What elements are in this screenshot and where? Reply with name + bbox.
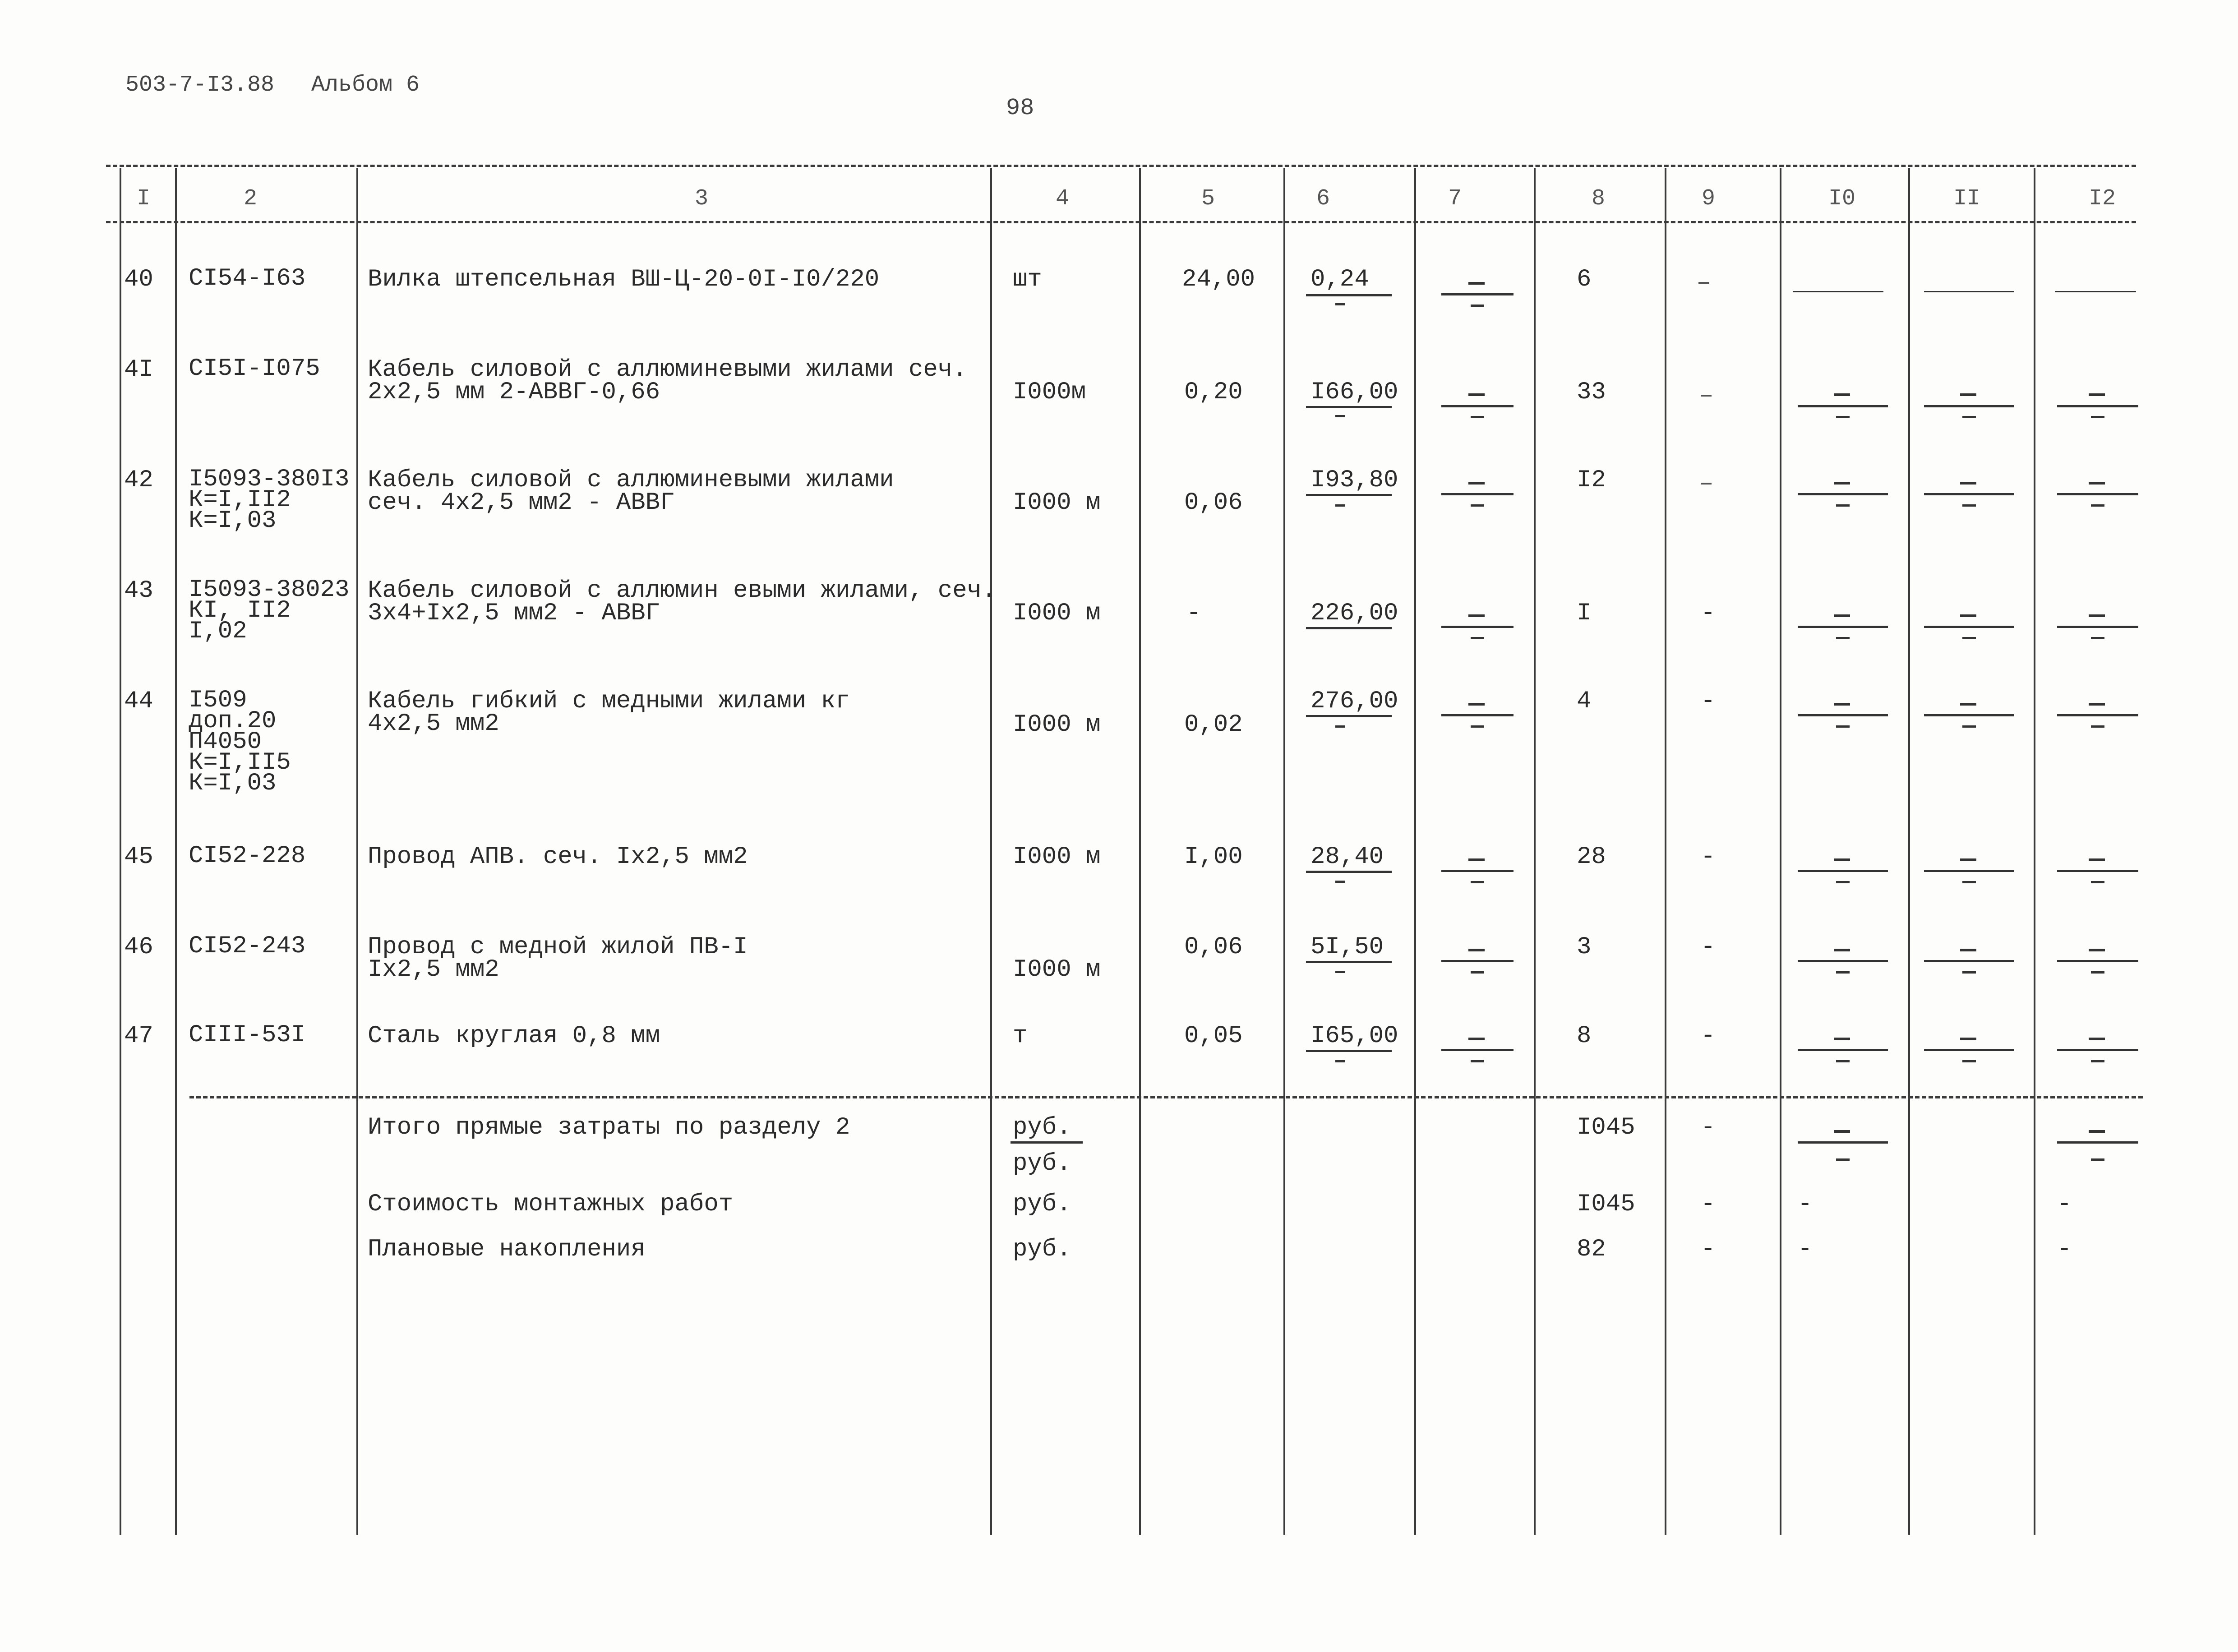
item-name: Кабель силовой с аллюмин евыми жилами, сеч. 3х4+Iх2,5 мм2 - АВВГ xyxy=(368,577,997,627)
dash-mark xyxy=(1468,393,1485,396)
fraction-bar xyxy=(1924,493,2014,495)
dash-mark xyxy=(1468,1038,1485,1040)
fraction-bar xyxy=(2057,714,2138,716)
unit-price: I66,00 xyxy=(1310,378,1398,406)
total-cost: 28 xyxy=(1577,843,1606,871)
col-header-1: I xyxy=(136,186,150,212)
col-header-4: 4 xyxy=(1055,186,1069,212)
dash-mark xyxy=(1468,614,1485,617)
summary-col9: - xyxy=(1701,1236,1716,1263)
col9-value: - xyxy=(1701,1022,1716,1050)
quantity: 0,06 xyxy=(1184,933,1243,961)
total-cost: I2 xyxy=(1577,466,1606,494)
dash-mark xyxy=(1962,416,1976,418)
fraction-bar xyxy=(1441,493,1514,495)
col-line-9 xyxy=(1665,168,1666,1535)
fraction-bar xyxy=(1798,714,1888,716)
fraction-bar xyxy=(1798,1141,1888,1144)
dash-mark xyxy=(1836,504,1850,507)
col-header-2: 2 xyxy=(243,186,257,212)
dash-mark xyxy=(1335,881,1345,883)
col9-value: - xyxy=(1701,933,1716,961)
dash-mark xyxy=(1962,971,1976,974)
dash-mark xyxy=(2089,393,2105,396)
item-name: Кабель гибкий с медными жилами кг 4х2,5 мм2 xyxy=(368,688,850,738)
col9-value: - xyxy=(1701,843,1716,871)
dash-mark xyxy=(1834,614,1850,617)
fraction-bar xyxy=(2057,493,2138,495)
item-name: Сталь круглая 0,8 мм xyxy=(368,1022,660,1050)
unit-price: I65,00 xyxy=(1310,1022,1398,1050)
totals-divider-rule xyxy=(189,1096,2143,1098)
dash-mark xyxy=(1471,416,1484,418)
dash-mark xyxy=(1834,393,1850,396)
price-underline xyxy=(1306,627,1392,629)
dash-mark xyxy=(1834,1130,1850,1133)
dash-mark xyxy=(1836,1158,1850,1161)
unit: I000 м xyxy=(1013,600,1101,627)
col9-value: - xyxy=(1701,600,1716,627)
summary-unit-2: руб. xyxy=(1013,1150,1071,1177)
col-line-7 xyxy=(1414,168,1416,1535)
summary-total: I045 xyxy=(1577,1191,1635,1218)
dash-mark xyxy=(1335,971,1345,973)
dash-mark xyxy=(2089,1130,2105,1133)
fraction-bar xyxy=(2057,405,2138,407)
dash-mark xyxy=(2091,1060,2104,1062)
dash-mark xyxy=(1793,291,1883,292)
dash-mark xyxy=(2089,614,2105,617)
row-number: 4I xyxy=(124,356,153,383)
dash-mark xyxy=(2091,637,2104,639)
col-header-3: 3 xyxy=(694,186,708,212)
dash-mark xyxy=(2089,1038,2105,1040)
fraction-bar xyxy=(1924,626,2014,628)
fraction-bar xyxy=(1441,1049,1514,1051)
quantity: 0,20 xyxy=(1184,378,1243,406)
fraction-bar xyxy=(1798,870,1888,872)
document-code: 503-7-I3.88 xyxy=(125,72,275,98)
dash-mark xyxy=(2091,416,2104,418)
col9-value xyxy=(1701,483,1712,485)
dash-mark xyxy=(1335,303,1345,305)
row-number: 47 xyxy=(124,1022,153,1050)
item-name: Кабель силовой с аллюминевыми жилами сеч. 4х2,5 мм2 - АВВГ xyxy=(368,466,894,517)
item-name: Провод АПВ. сеч. Iх2,5 мм2 xyxy=(368,843,748,871)
dash-mark xyxy=(2091,971,2104,974)
summary-unit: руб. xyxy=(1013,1236,1071,1263)
dash-mark xyxy=(1960,703,1976,706)
col-line-2 xyxy=(175,168,177,1535)
fraction-bar xyxy=(1924,1049,2014,1051)
dash-mark xyxy=(1834,482,1850,485)
dash-mark xyxy=(1468,703,1485,706)
summary-col9: - xyxy=(1701,1191,1716,1218)
fraction-bar xyxy=(2057,1141,2138,1144)
row-number: 46 xyxy=(124,933,153,961)
unit-price: 0,24 xyxy=(1310,266,1369,293)
col9-value xyxy=(1698,282,1709,284)
price-underline xyxy=(1306,406,1392,408)
dash-mark xyxy=(1960,949,1976,951)
rate-code: CI54-I63 xyxy=(189,265,306,292)
dash-mark xyxy=(1471,305,1484,307)
dash-mark xyxy=(2055,291,2136,292)
dash-mark xyxy=(1468,282,1485,285)
summary-col12: - xyxy=(2057,1191,2072,1218)
total-cost: I xyxy=(1577,600,1592,627)
dash-mark xyxy=(1962,725,1976,728)
page-number: 98 xyxy=(1006,95,1034,121)
total-cost: 33 xyxy=(1577,378,1606,406)
col-line-8 xyxy=(1534,168,1536,1535)
table-top-rule xyxy=(106,165,2136,167)
summary-total: I045 xyxy=(1577,1114,1635,1141)
quantity: 24,00 xyxy=(1182,266,1255,293)
dash-mark xyxy=(1335,725,1345,728)
fraction-bar xyxy=(2057,1049,2138,1051)
row-number: 40 xyxy=(124,266,153,293)
album-label: Альбом 6 xyxy=(311,72,420,98)
dash-mark xyxy=(1471,971,1484,974)
row-number: 44 xyxy=(124,688,153,715)
dash-mark xyxy=(2089,482,2105,485)
fraction-bar xyxy=(1924,714,2014,716)
dash-mark xyxy=(1335,415,1345,417)
row-number: 42 xyxy=(124,466,153,494)
price-underline xyxy=(1306,294,1392,296)
col-line-6 xyxy=(1283,168,1285,1535)
dash-mark xyxy=(1468,858,1485,861)
dash-mark xyxy=(1836,971,1850,974)
fraction-bar xyxy=(1798,1049,1888,1051)
item-name: Вилка штепсельная ВШ-Ц-20-0I-I0/220 xyxy=(368,266,880,293)
unit: I000м xyxy=(1013,378,1086,406)
dash-mark xyxy=(1924,291,2014,292)
col-header-9: 9 xyxy=(1701,186,1715,212)
fraction-bar xyxy=(1924,960,2014,962)
rate-code: I5093-38023 КI, II2 I,02 xyxy=(189,576,350,645)
quantity: - xyxy=(1186,600,1201,627)
rate-code: I5093-380I3 К=I,II2 К=I,03 xyxy=(189,466,350,535)
price-underline xyxy=(1306,871,1392,873)
dash-mark xyxy=(2089,949,2105,951)
price-underline xyxy=(1306,494,1392,496)
rate-code: CI5I-I075 xyxy=(189,355,320,383)
col-header-11: II xyxy=(1953,186,1980,212)
fraction-bar xyxy=(2057,626,2138,628)
quantity: I,00 xyxy=(1184,843,1243,871)
unit-price: 226,00 xyxy=(1310,600,1398,627)
dash-mark xyxy=(1960,614,1976,617)
dash-mark xyxy=(1471,504,1484,507)
rate-code: CIII-53I xyxy=(189,1021,306,1049)
fraction-bar xyxy=(1798,493,1888,495)
dash-mark xyxy=(2089,858,2105,861)
price-underline xyxy=(1306,961,1392,963)
summary-label: Стоимость монтажных работ xyxy=(368,1191,734,1218)
fraction-bar xyxy=(1441,870,1514,872)
price-underline xyxy=(1306,1050,1392,1052)
summary-col12: - xyxy=(2057,1236,2072,1263)
dash-mark xyxy=(1468,949,1485,951)
dash-mark xyxy=(1962,881,1976,883)
dash-mark xyxy=(1834,949,1850,951)
col-header-6: 6 xyxy=(1316,186,1330,212)
fraction-bar xyxy=(1798,405,1888,407)
unit: т xyxy=(1013,1022,1028,1050)
unit: I000 м xyxy=(1013,489,1101,517)
fraction-bar xyxy=(1441,405,1514,407)
unit: I000 м xyxy=(1013,843,1101,871)
dash-mark xyxy=(2091,725,2104,728)
quantity: 0,06 xyxy=(1184,489,1243,517)
dash-mark xyxy=(1468,482,1485,485)
fraction-bar xyxy=(1924,405,2014,407)
total-cost: 3 xyxy=(1577,933,1592,961)
dash-mark xyxy=(1471,881,1484,883)
dash-mark xyxy=(1834,1038,1850,1040)
unit: I000 м xyxy=(1013,956,1101,983)
dash-mark xyxy=(1335,1060,1345,1062)
quantity: 0,02 xyxy=(1184,711,1243,738)
dash-mark xyxy=(1836,725,1850,728)
col9-value xyxy=(1701,395,1712,397)
dash-mark xyxy=(1834,703,1850,706)
dash-mark xyxy=(1960,858,1976,861)
summary-col10: - xyxy=(1798,1191,1813,1218)
unit-price: 28,40 xyxy=(1310,843,1384,871)
col9-value: - xyxy=(1701,688,1716,715)
fraction-bar xyxy=(1798,960,1888,962)
quantity: 0,05 xyxy=(1184,1022,1243,1050)
dash-mark xyxy=(1471,637,1484,639)
fraction-bar xyxy=(1441,714,1514,716)
fraction-bar xyxy=(1924,870,2014,872)
header-bottom-rule xyxy=(106,221,2136,223)
dash-mark xyxy=(1335,504,1345,507)
total-cost: 8 xyxy=(1577,1022,1592,1050)
dash-mark xyxy=(1836,637,1850,639)
col-line-1 xyxy=(120,168,121,1535)
unit: шт xyxy=(1013,266,1042,293)
unit-underline xyxy=(1011,1141,1083,1144)
col-header-8: 8 xyxy=(1591,186,1605,212)
col-line-5 xyxy=(1139,168,1141,1535)
unit-price: 276,00 xyxy=(1310,688,1398,715)
fraction-bar xyxy=(1441,960,1514,962)
col-line-3 xyxy=(356,168,358,1535)
summary-label: Плановые накопления xyxy=(368,1236,646,1263)
dash-mark xyxy=(2089,703,2105,706)
dash-mark xyxy=(1962,637,1976,639)
dash-mark xyxy=(1836,881,1850,883)
dash-mark xyxy=(1836,416,1850,418)
fraction-bar xyxy=(2057,960,2138,962)
item-name: Провод с медной жилой ПВ-I Iх2,5 мм2 xyxy=(368,933,748,983)
col-header-10: I0 xyxy=(1828,186,1855,212)
total-cost: 4 xyxy=(1577,688,1592,715)
unit-price: 5I,50 xyxy=(1310,933,1384,961)
col-line-10 xyxy=(1780,168,1781,1535)
dash-mark xyxy=(1960,1038,1976,1040)
fraction-bar xyxy=(1798,626,1888,628)
summary-col10: - xyxy=(1798,1236,1813,1263)
dash-mark xyxy=(2091,881,2104,883)
dash-mark xyxy=(1834,858,1850,861)
dash-mark xyxy=(1960,482,1976,485)
total-cost: 6 xyxy=(1577,266,1592,293)
dash-mark xyxy=(1471,1060,1484,1062)
item-name: Кабель силовой с аллюминевыми жилами сеч. 2х2,5 мм 2-АВВГ-0,66 xyxy=(368,356,967,406)
unit: I000 м xyxy=(1013,711,1101,738)
price-underline xyxy=(1306,715,1392,717)
fraction-bar xyxy=(1441,293,1514,295)
dash-mark xyxy=(1471,725,1484,728)
col-line-11 xyxy=(1908,168,1910,1535)
rate-code: CI52-243 xyxy=(189,932,306,960)
summary-total: 82 xyxy=(1577,1236,1606,1263)
rate-code: CI52-228 xyxy=(189,842,306,870)
dash-mark xyxy=(2091,1158,2104,1161)
summary-unit: руб. xyxy=(1013,1191,1071,1218)
dash-mark xyxy=(1836,1060,1850,1062)
col-header-5: 5 xyxy=(1201,186,1215,212)
summary-label: Итого прямые затраты по разделу 2 xyxy=(368,1114,850,1141)
col-header-12: I2 xyxy=(2088,186,2116,212)
dash-mark xyxy=(1960,393,1976,396)
col-line-12 xyxy=(2034,168,2035,1535)
row-number: 43 xyxy=(124,577,153,605)
row-number: 45 xyxy=(124,843,153,871)
dash-mark xyxy=(1962,1060,1976,1062)
dash-mark xyxy=(2091,504,2104,507)
fraction-bar xyxy=(1441,626,1514,628)
dash-mark xyxy=(1962,504,1976,507)
summary-unit: руб. xyxy=(1013,1114,1071,1141)
summary-col9: - xyxy=(1701,1114,1716,1141)
fraction-bar xyxy=(2057,870,2138,872)
unit-price: I93,80 xyxy=(1310,466,1398,494)
col-header-7: 7 xyxy=(1448,186,1462,212)
col-line-4 xyxy=(990,168,992,1535)
rate-code: I509 доп.20 П4050 К=I,II5 К=I,03 xyxy=(189,687,291,797)
